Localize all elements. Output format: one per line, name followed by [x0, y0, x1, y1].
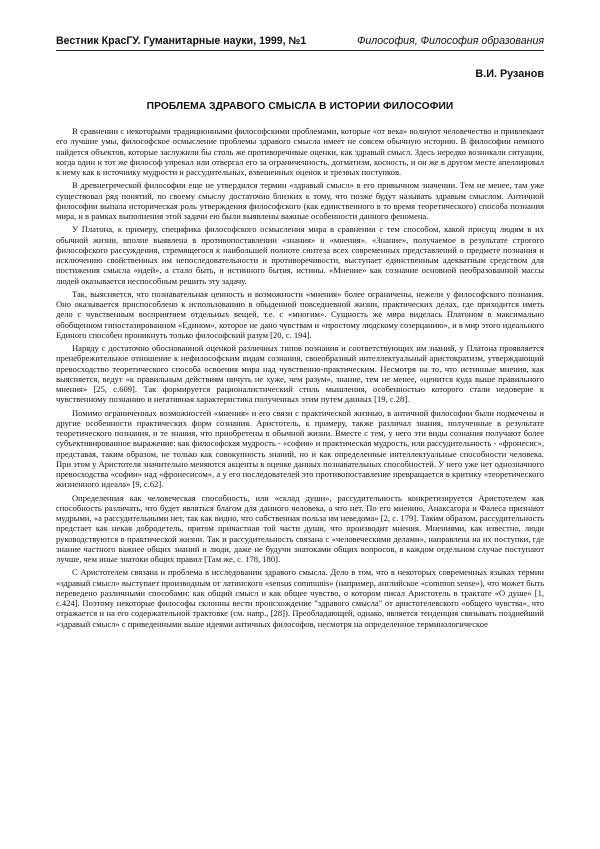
section-name: Философия, Философия образования	[356, 35, 544, 47]
article-body	[56, 126, 544, 632]
paragraph: Так, выясняется, что познавательная ценность и возможности «мнения» более ограничены, нежели у философского познания. Оно оказывается приспособлено к использованию в обыденной повседневной жизни, практических делах, где приходится иметь дело с чувственным восприятием отдельных вещей, т.е. с «многим». Сущность же мира виделась Платоном в максимально обобщенном гипостазированном «Едином», которое не дано чувствам и «простому людскому созерцанию», и в мир этого идеального Единого способен проникнуть только философский разум [20, с. 194].	[56, 288, 544, 340]
paragraph: Определенная как человеческая способность, или «склад души», рассудительность конкретизируется Аристотелем как способность различать, что будет являться благом для данного человека, а что нет. По его мнению, Анаксагора и Фалеса признают мудрыми, «а рассудительными нет, так как видно, что собственная польза им неведома» [2, с. 179]. Таким образом, рассудительность предстает как некая добродетель, притом причастная той части души, что производит мнения. Мнениями, как известно, люди руководствуются в практической жизни. Так и рассудительность связана с «человеческими делами», направлена на их поступки, где знание частного важнее общих знаний и люди, даже не будучи знатоками общих вопросов, в каждом отдельном случае поступают лучше, чем иные знатоки общих правил [Там же, с. 178, 180].	[56, 492, 544, 564]
paragraph: С Аристотелем связана и проблема в исследовании здравого смысла. Дело в том, что в некоторых современных языках термин «здравый смысл» выступает производным от латинского «sensus communis» (например, английское «common sense»), что может быть переведено различными способами: как общий смысл и как общее чувство, о котором писал Аристотель в трактате «О душе» [1, с.424]. Поэтому некоторые философы склонны вести происхождение "здравого смысла" от аристотелевского «общего чувства», что отражается и на его содержательной трактовке (см. напр., [28]). Преобладающей, однако, является тенденция связывать позднейший «здравый смысл» с приведенными выше идеями античных философов, несмотря на определенное терминологическое	[56, 567, 544, 629]
running-header	[56, 35, 544, 51]
paragraph: В древнегреческой философии еще не утвердился термин «здравый смысл» в его привычном значении. Тем не менее, там уже существовал ряд понятий, по своему смыслу достаточно близких к тому, что позже будут называть здравым смыслом. Античной философии выпала историческая роль утверждения философского (как единственного в то время теоретического) способа познания мира, и в рамках выполнения этой задачи ею были выявлены важные особенности данного феномена.	[56, 180, 544, 221]
article-title: ПРОБЛЕМА ЗДРАВОГО СМЫСЛА В ИСТОРИИ ФИЛОСОФИИ	[146, 101, 454, 112]
paragraph: В сравнении с некоторыми традиционными философскими проблемами, которые «от века» волнуют человечество и привлекают его лучшие умы, философское осмысление проблемы здравого смысла имеет не совсем обычную историю. В философии немного найдется объектов, которые заслужили бы столь же противоречивые оценки, как здравый смысл. Здесь нередко возникали ситуации, когда один и тот же философ упрекал или отвергал его за ограниченность, догматизм, косность, и он же в другом месте апеллировал к нему как к источнику мудрости и рассудительных, взвешенных оценок и трезвых поступков.	[56, 126, 544, 177]
paragraph: У Платона, к примеру, специфика философского осмысления мира в сравнении с тем способом, какой присущ людям в их обычной жизни, вполне выявлена в противопоставлении «знания» и «мнения». «Знание», получаемое в результате строгого философского рассуждения, стремящегося к наибольшей полноте синтеза всех современных представлений о предмете познания и исключению свойственных им непоследовательности и противоречивости, выступает единственным адекватным средством для постижения смысла «идей», а стало быть, и истинного бытия, истины. «Мнение» как сознание основной необразованной массы людей оказывается неспособным решить эту задачу.	[56, 224, 544, 286]
journal-name: Вестник КрасГУ. Гуманитарные науки, 1999, №1	[56, 35, 307, 47]
author-name: В.И. Рузанов	[475, 68, 544, 80]
paragraph: Наряду с достаточно обоснованной оценкой различных типов познания и соответствующих им знаний, у Платона проявляется пренебрежительное отношение к нефилософским видам сознания, своеобразный интеллектуальный аристократизм, утверждающий превосходство теоретического способа освоения мира над чувственно-практическим. Несмотря на то, что истинные мнения, как выясняется, ведут «к правильным действиям ничуть не хуже, чем разум», знание, тем не менее, «ценится куда выше правильного мнения» [25, с.609]. Так формируется рационалистический стиль мышления, особенностью которого стали недоверие к чувственному познанию и негативная характеристика полученных этим путем данных [19, с.28].	[56, 343, 544, 405]
paragraph: Помимо ограниченных возможностей «мнения» и его связи с практической жизнью, в античной философии были подмечены и другие особенности практических форм сознания. Аристотель, к примеру, также различал знания, полученные в результате теоретического познания, и те знания, что приобретены в обычной жизни. Вместе с тем, у него эти виды сознания получают более субъективированное выражение: как философская мудрость - «софия» и практическая мудрость, или рассудительность - «фронесис», представая, таким образом, не только как совокупность знаний, но и как определенные интеллектуальные способности человека. При этом у Аристотеля значительно меняются акценты в оценке данных познавательных способностей. У него уже нет однозначного превосходства «софии» над «фронесисом», а у его последователей это противопоставление превращается в критику «теоретического жизненного идеала» [9, с.62].	[56, 407, 544, 490]
